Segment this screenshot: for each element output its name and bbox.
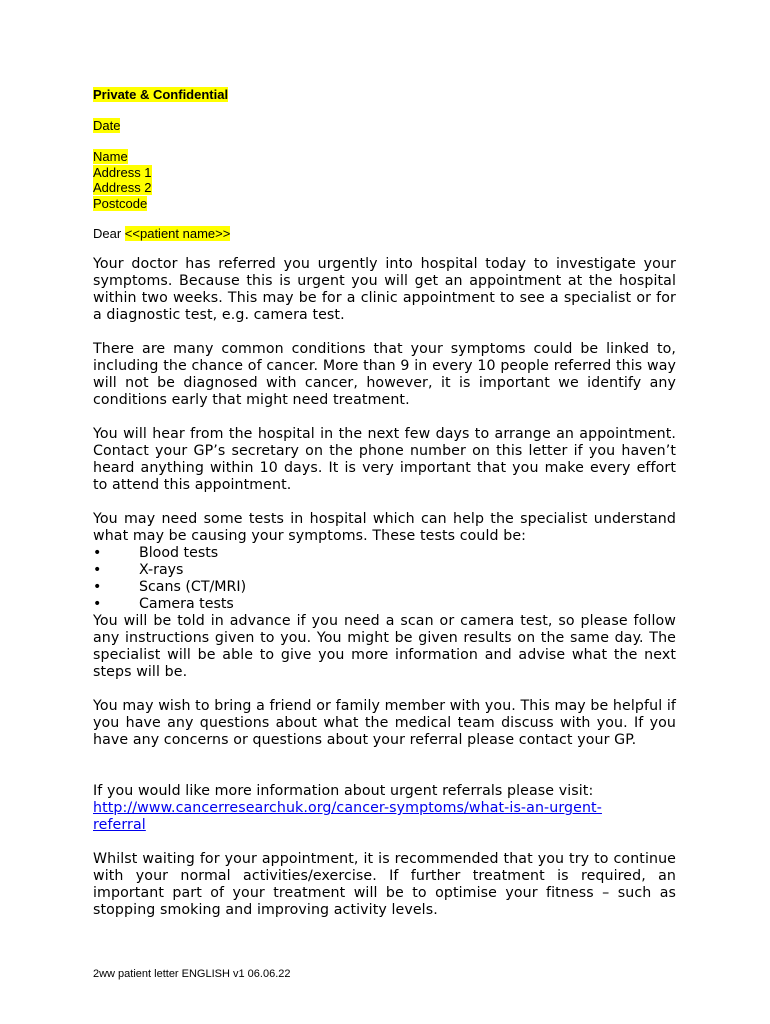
address-1: Address 1 [93, 164, 152, 180]
link-line-2: referral [93, 817, 146, 834]
bullet-icon: • [93, 562, 102, 578]
paragraph-waiting: Whilst waiting for your appointment, it is recommended that you try to continue with your normal activities/exercise. If further treatment is required, an important part of your treatment will be to optimise your fitness – such as stopping smoking and improving activity levels. [93, 851, 676, 919]
paragraph-appointment: You will hear from the hospital in the next few days to arrange an appointment. Contact your GP’s secretary on the phone number on this letter if you haven’t heard anything within 10 days. It is very important that you make every effort to attend this appointment. [93, 426, 676, 494]
link-line-1: http://www.cancerresearchuk.org/cancer-symptoms/what-is-an-urgent- [93, 800, 602, 817]
address-name-line [93, 149, 152, 165]
confidential-label [93, 87, 228, 103]
tests-list [93, 545, 676, 613]
address-2: Address 2 [93, 180, 152, 195]
paragraph-bring-friend: You may wish to bring a friend or family member with you. This may be helpful if you have any questions about what the medical team discuss with you. If you have any concerns or questions about your referral please contact your GP. [93, 698, 676, 749]
paragraph-advance-notice: You will be told in advance if you need a scan or camera test, so please follow any instructions given to you. You might be given results on the same day. The specialist will be able to give you more information and advise what the next steps will be. [93, 613, 676, 681]
bullet-icon: • [93, 579, 102, 595]
address-line-2 [93, 180, 152, 196]
address-name: Name [93, 149, 128, 164]
address-postcode-line [93, 196, 152, 212]
test-scans: Scans (CT/MRI) [139, 579, 247, 595]
test-xrays: X-rays [139, 562, 184, 578]
paragraph-conditions: There are many common conditions that your symptoms could be linked to, including the chance of cancer. More than 9 in every 10 people referred this way will not be diagnosed with cancer, however, it is important we identify any conditions early that might need treatment. [93, 341, 676, 409]
salutation-prefix: Dear [93, 226, 125, 241]
more-info-text: If you would like more information about urgent referrals please visit: [93, 783, 594, 799]
date-highlight: Date [93, 118, 121, 133]
date-placeholder [93, 118, 120, 134]
patient-name-placeholder: <<patient name>> [124, 226, 231, 241]
list-item [93, 596, 676, 613]
paragraph-tests-intro: You may need some tests in hospital which can help the specialist understand what may be causing your symptoms. These tests could be: [93, 511, 676, 545]
address-line-1 [93, 165, 152, 181]
salutation [93, 226, 230, 242]
list-item [93, 545, 676, 562]
list-item [93, 579, 676, 596]
confidential-highlight: Private & Confidential [93, 87, 229, 102]
footer-version: 2ww patient letter ENGLISH v1 06.06.22 [93, 968, 291, 980]
bullet-icon: • [93, 596, 102, 612]
address-block [93, 149, 152, 211]
test-camera: Camera tests [139, 596, 234, 612]
bullet-icon: • [93, 545, 102, 561]
paragraph-more-info [93, 783, 676, 834]
list-item [93, 562, 676, 579]
address-postcode: Postcode [93, 195, 148, 211]
paragraph-referral: Your doctor has referred you urgently into hospital today to investigate your symptoms. Because this is urgent you will get an appointment at the hospital within two weeks. This may be for a clinic appointment to see a specialist or for a diagnostic test, e.g. camera test. [93, 256, 676, 324]
cancer-research-link[interactable] [93, 800, 602, 833]
test-blood: Blood tests [139, 545, 219, 561]
